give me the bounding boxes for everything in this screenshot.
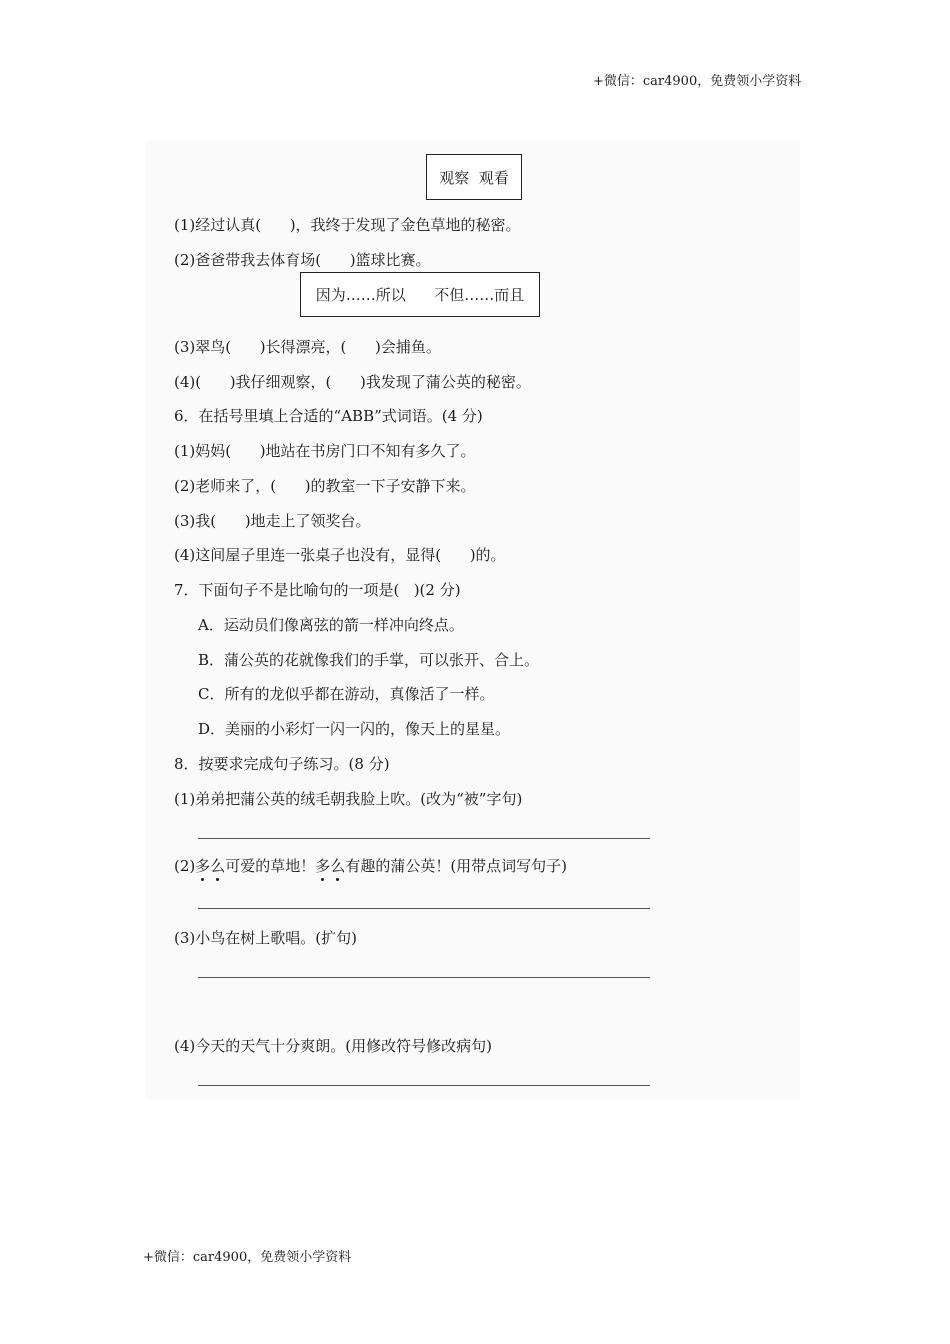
dotted-char: 么	[210, 857, 226, 875]
q5-sentence-1: (1)经过认真( )，我终于发现了金色草地的秘密。	[174, 216, 521, 234]
q6-sentence-3: (3)我( )地走上了领奖台。	[174, 512, 371, 530]
word-box-observe: 观察 观看	[426, 154, 522, 200]
word-box-conjunctions: 因为……所以 不但……而且	[300, 272, 540, 317]
header-note: +微信：car4900，免费领小学资料	[593, 74, 802, 89]
q7-option-d: D．美丽的小彩灯一闪一闪的，像天上的星星。	[198, 720, 511, 738]
q5-sentence-4: (4)( )我仔细观察，( )我发现了蒲公英的秘密。	[174, 373, 531, 391]
q8-sentence-4: (4)今天的天气十分爽朗。(用修改符号修改病句)	[174, 1037, 492, 1055]
footer-note: +微信：car4900，免费领小学资料	[143, 1250, 352, 1265]
q8-title: 8．按要求完成句子练习。(8 分)	[174, 755, 390, 773]
answer-line-4	[198, 1085, 650, 1086]
q6-sentence-2: (2)老师来了，( )的教室一下子安静下来。	[174, 477, 476, 495]
q7-option-b: B．蒲公英的花就像我们的手掌，可以张开、合上。	[198, 651, 540, 669]
q6-sentence-1: (1)妈妈( )地站在书房门口不知有多久了。	[174, 442, 476, 460]
q6-title: 6．在括号里填上合适的“ABB”式词语。(4 分)	[174, 407, 483, 425]
q8-s2-suffix: 有趣的蒲公英！(用带点词写句子)	[345, 857, 568, 875]
q8-sentence-3: (3)小鸟在树上歌唱。(扩句)	[174, 929, 357, 947]
dotted-char: 么	[330, 857, 346, 875]
q6-sentence-4: (4)这间屋子里连一张桌子也没有，显得( )的。	[174, 546, 506, 564]
q8-s2-middle: 可爱的草地！	[225, 857, 316, 875]
answer-line-1	[198, 838, 650, 839]
answer-line-3	[198, 977, 650, 978]
q8-sentence-1: (1)弟弟把蒲公英的绒毛朝我脸上吹。(改为“被”字句)	[174, 790, 523, 808]
q8-sentence-2	[174, 855, 567, 876]
q7-option-a: A．运动员们像离弦的箭一样冲向终点。	[198, 616, 464, 634]
q5-sentence-2: (2)爸爸带我去体育场( )篮球比赛。	[174, 251, 431, 269]
dotted-char: 多	[315, 857, 331, 875]
q7-option-c: C．所有的龙似乎都在游动，真像活了一样。	[198, 685, 495, 703]
dotted-char: 多	[195, 857, 211, 875]
answer-line-2	[198, 908, 650, 909]
q5-sentence-3: (3)翠鸟( )长得漂亮，( )会捕鱼。	[174, 338, 441, 356]
q8-s2-prefix: (2)	[174, 857, 196, 875]
q7-title: 7．下面句子不是比喻句的一项是( )(2 分)	[174, 581, 461, 599]
